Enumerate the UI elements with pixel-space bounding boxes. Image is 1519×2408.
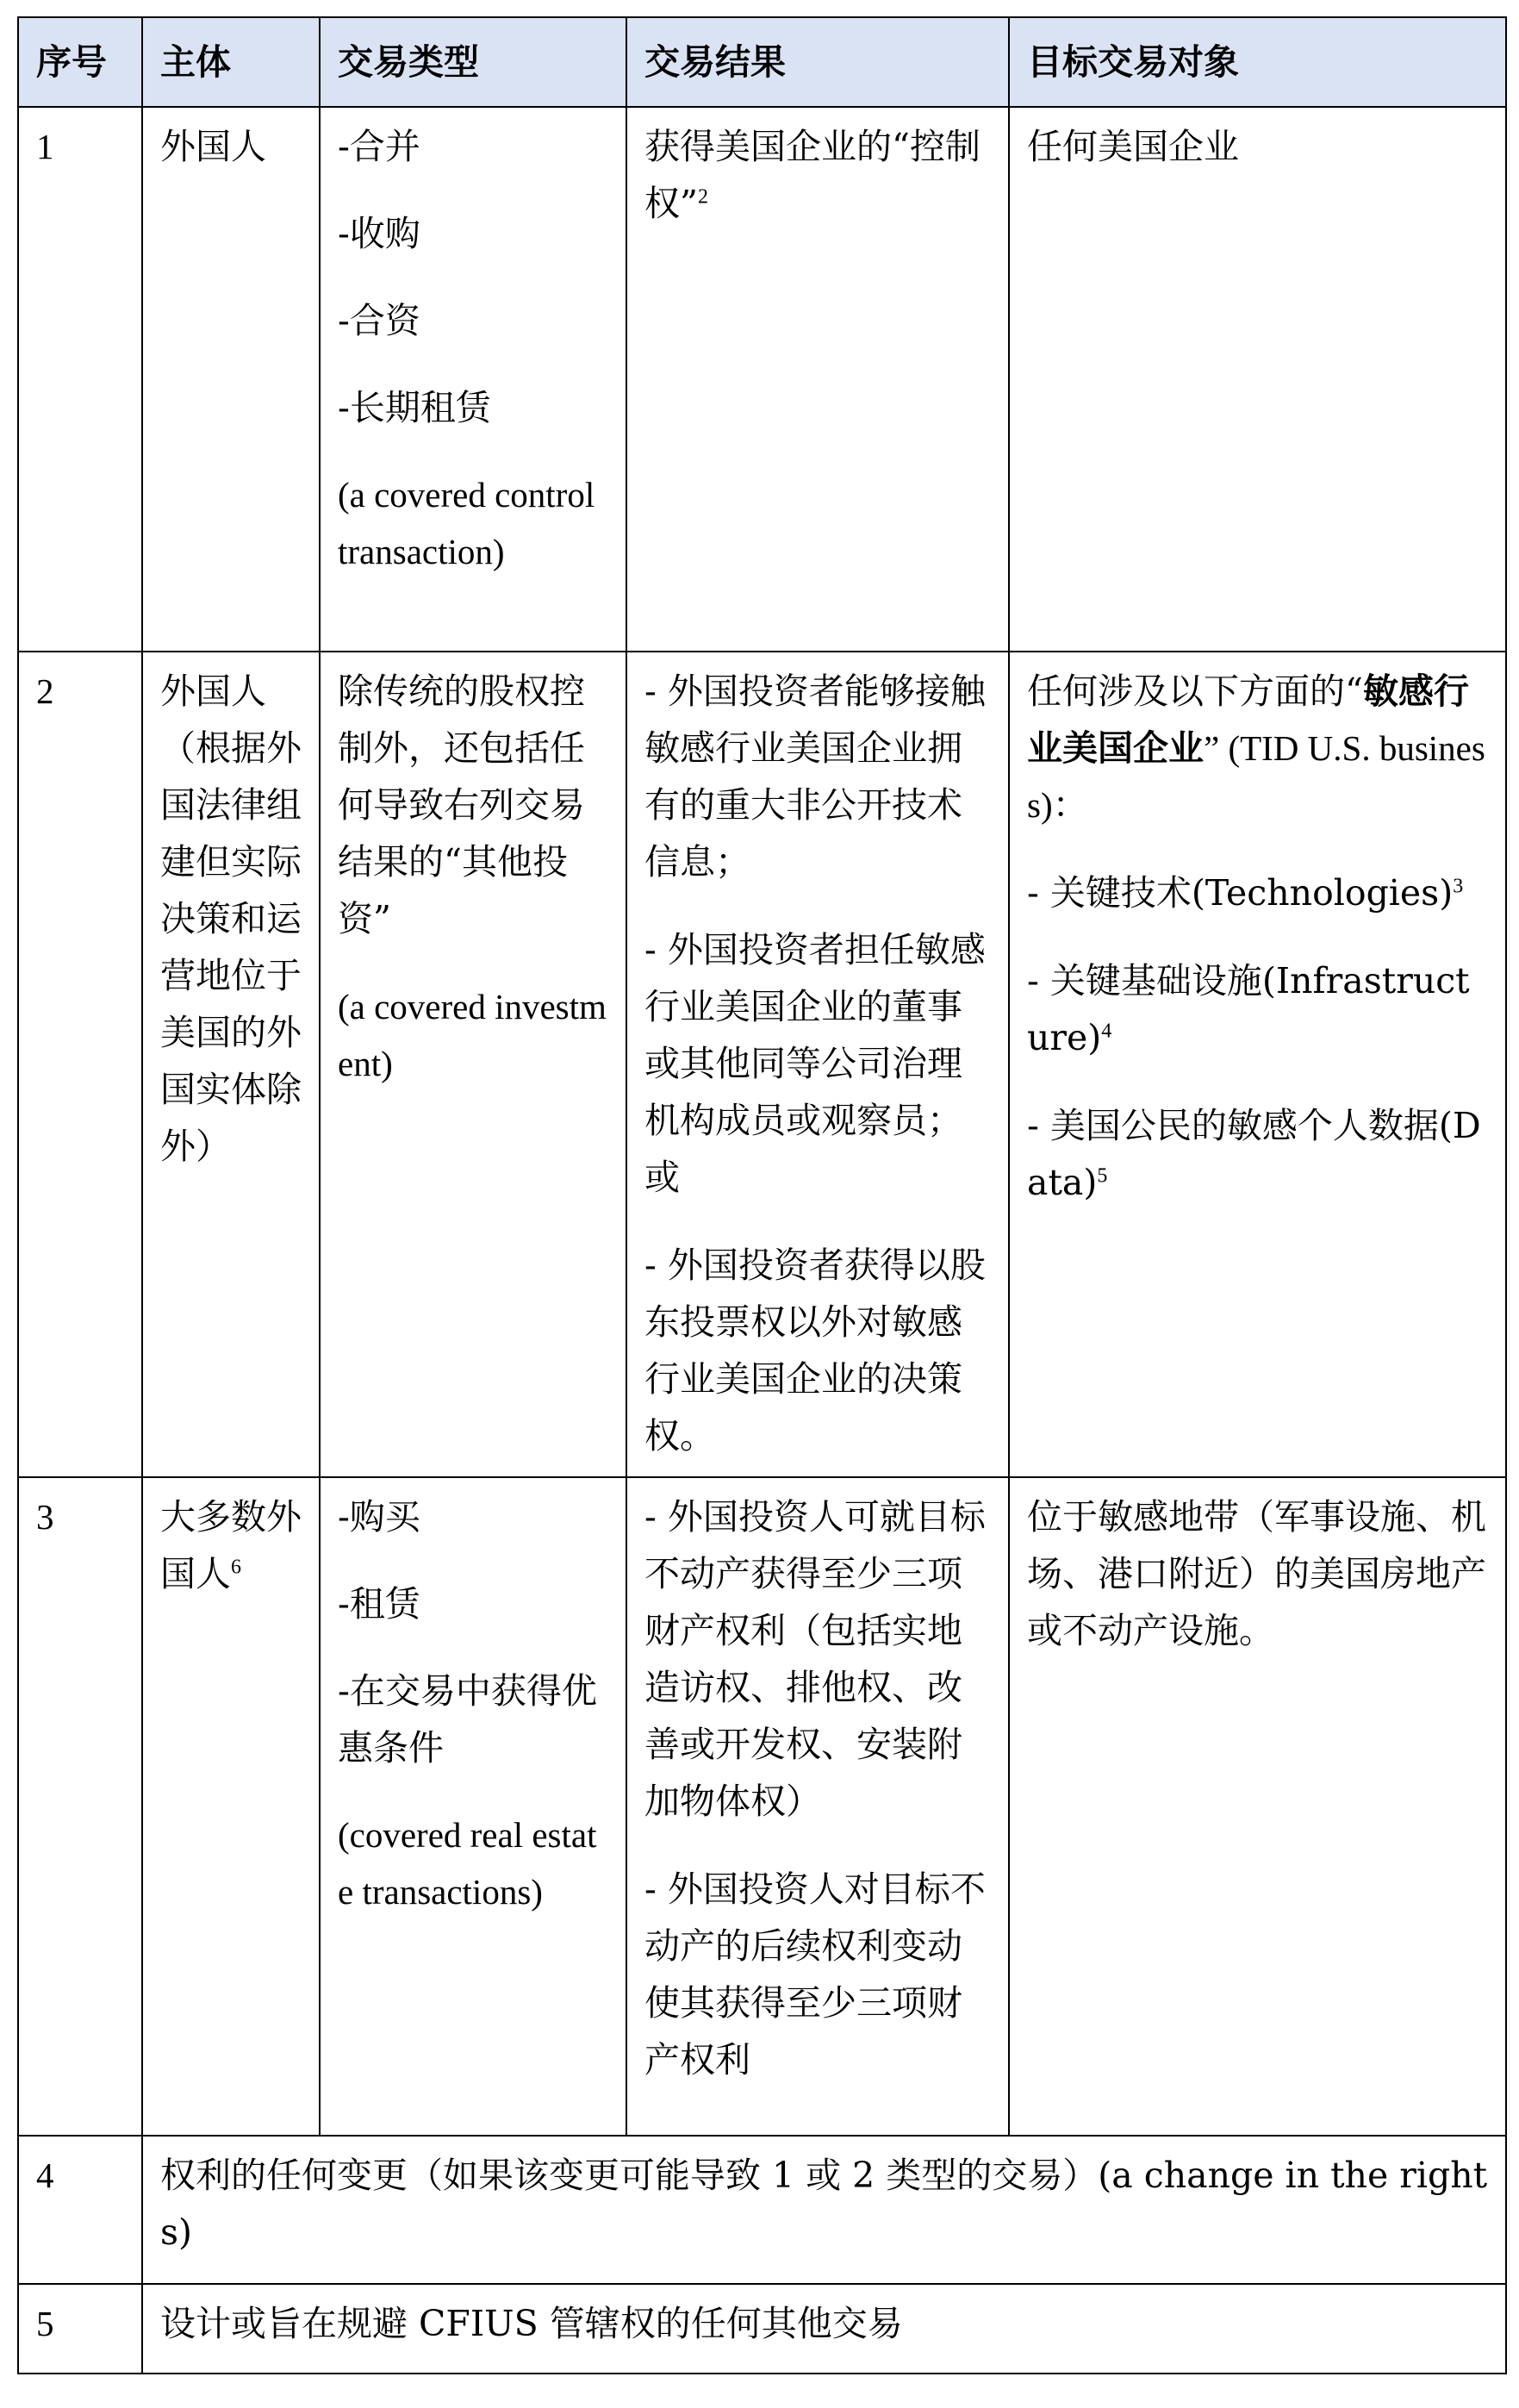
transaction-result-cell: [626, 652, 1009, 1477]
subject-text: 大多数外国人: [160, 1496, 302, 1594]
table-row: [18, 2136, 1506, 2284]
header-row: [18, 17, 1506, 107]
subject-cell: 外国人（根据外国法律组建但实际决策和运营地位于美国的外国实体除外）: [142, 652, 320, 1477]
type-english-term: (a covered investment): [338, 987, 607, 1083]
target-intro-tail: ” (TID U.S. business)：: [1027, 728, 1485, 825]
result-item: - 外国投资人可就目标不动产获得至少三项财产权利（包括实地造访权、排他权、改善或开发权、安装附加物体权）: [644, 1496, 986, 1822]
merged-description-cell: 设计或旨在规避 CFIUS 管辖权的任何其他交易: [142, 2284, 1506, 2374]
target-item-text: - 美国公民的敏感个人数据(Data): [1027, 1105, 1481, 1203]
target-item: [1027, 864, 1488, 921]
header-subject: 主体: [142, 17, 320, 107]
type-item: -合资: [338, 300, 420, 341]
transaction-result-cell: [626, 107, 1009, 652]
header-serial-number: 序号: [18, 17, 142, 107]
result-text: 获得美国企业的“控制权”: [644, 126, 981, 224]
type-english-term: (a covered control transaction): [338, 475, 595, 571]
footnote-marker: 3: [1453, 875, 1464, 898]
target-item-text: - 关键技术(Technologies): [1027, 872, 1454, 914]
transaction-result-cell: [626, 1477, 1009, 2136]
header-transaction-type: 交易类型: [320, 17, 626, 107]
target-item: [1027, 952, 1488, 1066]
type-item: -在交易中获得优惠条件: [338, 1670, 597, 1769]
type-english-term: (covered real estate transactions): [338, 1815, 597, 1912]
result-item: - 外国投资者担任敏感行业美国企业的董事或其他同等公司治理机构成员或观察员；或: [644, 929, 986, 1198]
transaction-type-cell: [320, 107, 626, 652]
result-item: - 外国投资者获得以股东投票权以外对敏感行业美国企业的决策权。: [644, 1245, 986, 1457]
target-object-cell: 位于敏感地带（军事设施、机场、港口附近）的美国房地产或不动产设施。: [1009, 1477, 1506, 2136]
type-item: -购买: [338, 1496, 420, 1538]
subject-cell: [142, 1477, 320, 2136]
row-number: 3: [18, 1477, 142, 2136]
result-item: - 外国投资人对目标不动产的后续权利变动使其获得至少三项财产权利: [644, 1868, 986, 2080]
footnote-marker: 5: [1097, 1164, 1108, 1188]
row-number: 2: [18, 652, 142, 1477]
tid-business-term: 敏感行业美国企业: [1027, 671, 1469, 769]
target-intro-lead: 任何涉及以下方面的“: [1027, 671, 1363, 712]
table-row: [18, 2284, 1506, 2374]
transaction-type-cell: [320, 1477, 626, 2136]
target-intro: [1027, 663, 1488, 833]
subject-cell: 外国人: [142, 107, 320, 652]
type-item: -合并: [338, 126, 420, 167]
footnote-marker: 4: [1101, 1020, 1112, 1043]
table-row: [18, 1477, 1506, 2136]
target-object-cell: 任何美国企业: [1009, 107, 1506, 652]
cfius-transaction-table: [17, 16, 1507, 2374]
header-target-object: 目标交易对象: [1009, 17, 1506, 107]
header-transaction-result: 交易结果: [626, 17, 1009, 107]
footnote-marker: 2: [697, 185, 708, 209]
row-number: 5: [18, 2284, 142, 2374]
result-item: - 外国投资者能够接触敏感行业美国企业拥有的重大非公开技术信息；: [644, 671, 986, 883]
type-item: -租赁: [338, 1583, 420, 1625]
type-item: -长期租赁: [338, 387, 491, 428]
target-item-text: - 关键基础设施(Infrastructure): [1027, 960, 1470, 1058]
target-object-cell: [1009, 652, 1506, 1477]
footnote-marker: 6: [231, 1556, 241, 1579]
target-item: [1027, 1097, 1488, 1211]
table-row: [18, 107, 1506, 652]
row-number: 4: [18, 2136, 142, 2284]
merged-description-cell: 权利的任何变更（如果该变更可能导致 1 或 2 类型的交易）(a change in the rights): [142, 2136, 1506, 2284]
transaction-type-cell: [320, 652, 626, 1477]
type-description: 除传统的股权控制外，还包括任何导致右列交易结果的“其他投资”: [338, 671, 585, 939]
table-row: [18, 652, 1506, 1477]
row-number: 1: [18, 107, 142, 652]
type-item: -收购: [338, 213, 420, 254]
